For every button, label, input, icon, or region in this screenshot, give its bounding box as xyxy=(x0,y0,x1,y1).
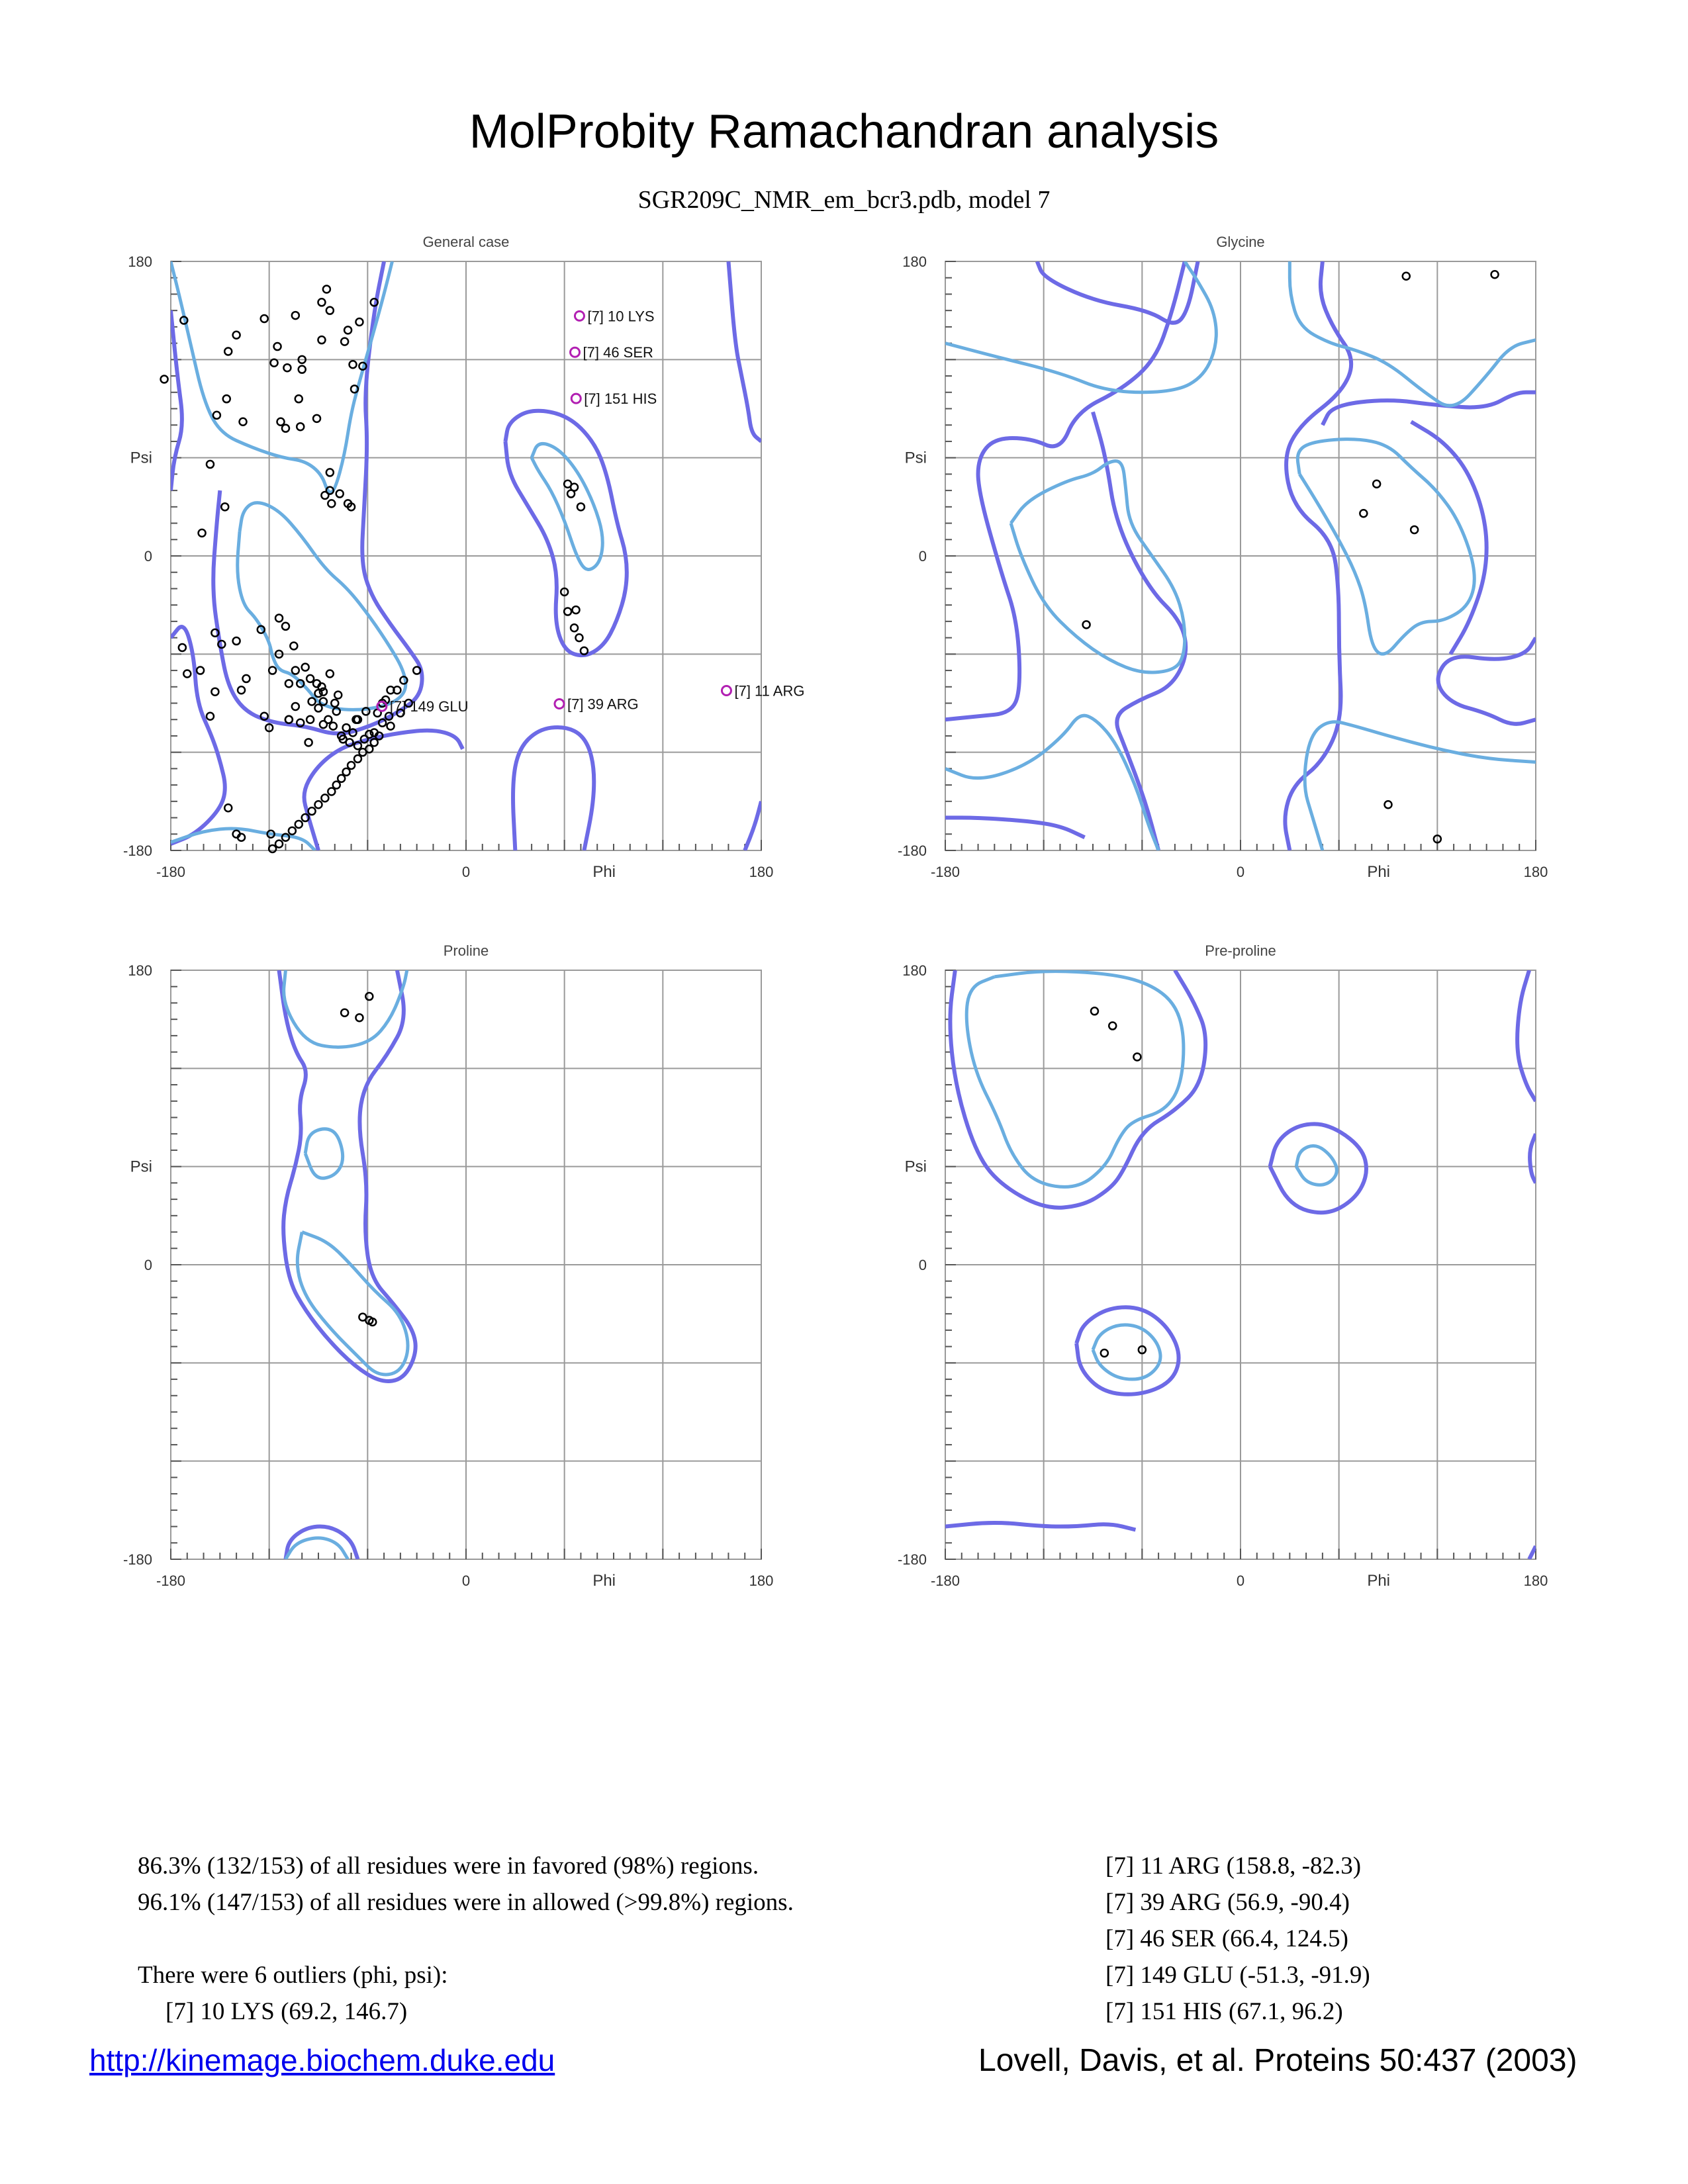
residue-point xyxy=(577,503,585,510)
residue-point xyxy=(274,343,281,350)
residue-point xyxy=(350,361,357,368)
residue-point xyxy=(334,692,342,699)
x-tick-label: 180 xyxy=(749,1572,774,1589)
residue-point xyxy=(324,716,332,723)
residue-point xyxy=(571,484,578,491)
residue-point xyxy=(365,993,373,1000)
allowed-stat: 96.1% (147/153) of all residues were in allowed (>99.8%) regions. xyxy=(138,1889,794,1916)
residue-point xyxy=(321,794,328,801)
x-axis-label: Phi xyxy=(592,863,616,881)
residue-point xyxy=(197,667,204,674)
favored-contour xyxy=(1289,261,1536,406)
allowed-contour xyxy=(171,310,182,490)
allowed-contour xyxy=(513,727,594,850)
kinemage-link[interactable]: http://kinemage.biochem.duke.edu xyxy=(89,2043,555,2077)
favored-contour xyxy=(1093,1325,1160,1379)
x-tick-label: -180 xyxy=(930,864,961,880)
residue-point xyxy=(306,716,314,723)
residue-point xyxy=(223,395,230,402)
residue-point xyxy=(302,664,309,671)
residue-point xyxy=(290,642,297,649)
allowed-contour xyxy=(1529,1546,1536,1559)
allowed-contour xyxy=(945,1523,1135,1530)
panel-title: Glycine xyxy=(1216,234,1265,250)
residue-point xyxy=(1403,273,1410,280)
panel-title: General case xyxy=(422,234,510,250)
y-axis-label: Psi xyxy=(904,1158,927,1176)
residue-point xyxy=(269,667,276,674)
favored-stat: 86.3% (132/153) of all residues were in favored (98%) regions. xyxy=(138,1852,759,1880)
residue-point xyxy=(299,366,306,373)
residue-point xyxy=(221,503,228,510)
residue-point xyxy=(328,788,335,796)
residue-point xyxy=(285,680,293,687)
residue-point xyxy=(315,801,322,808)
x-axis-label: Phi xyxy=(1367,1572,1391,1590)
residue-point xyxy=(224,347,232,355)
outlier-point xyxy=(571,394,581,403)
outlier-list-item: [7] 39 ARG (56.9, -90.4) xyxy=(1105,1889,1350,1916)
outlier-list-item: [7] 11 ARG (158.8, -82.3) xyxy=(1105,1852,1362,1880)
x-axis-label: Phi xyxy=(592,1572,616,1590)
residue-point xyxy=(292,312,299,319)
y-tick-label: -180 xyxy=(122,842,152,859)
residue-point xyxy=(1385,801,1392,808)
x-tick-label: -180 xyxy=(156,1572,186,1589)
residue-point xyxy=(328,500,335,507)
allowed-contour xyxy=(171,627,225,844)
outlier-list-left xyxy=(138,1993,794,2030)
y-tick-label: 180 xyxy=(902,962,927,979)
outlier-point xyxy=(571,347,580,357)
y-axis-label: Psi xyxy=(130,449,152,467)
y-tick-label: 0 xyxy=(918,1257,927,1273)
residue-point xyxy=(326,307,334,314)
stats-block xyxy=(138,1848,794,2030)
residue-point xyxy=(275,614,283,621)
residue-point xyxy=(261,315,268,322)
y-tick-label: 0 xyxy=(144,548,152,565)
x-tick-label: 0 xyxy=(1236,864,1245,880)
residue-point xyxy=(283,364,291,371)
outlier-point xyxy=(555,699,564,708)
favored-contour xyxy=(945,715,1158,850)
x-tick-label: -180 xyxy=(930,1572,961,1589)
allowed-contour xyxy=(1530,1134,1536,1183)
residue-point xyxy=(1101,1349,1108,1357)
y-tick-label: -180 xyxy=(897,842,927,859)
allowed-contour xyxy=(1093,412,1186,850)
residue-point xyxy=(183,670,191,678)
outlier-list-right xyxy=(1105,1848,1370,2030)
y-tick-label: 180 xyxy=(902,253,927,270)
y-axis-label: Psi xyxy=(130,1158,152,1176)
residue-point xyxy=(318,336,325,343)
residue-point xyxy=(289,827,296,835)
y-tick-label: -180 xyxy=(122,1551,152,1568)
residue-point xyxy=(330,723,337,730)
residue-point xyxy=(326,469,334,476)
residue-point xyxy=(338,775,345,782)
residue-point xyxy=(1411,526,1418,533)
residue-point xyxy=(343,768,350,776)
ramachandran-panel xyxy=(898,942,1548,1590)
y-axis-label: Psi xyxy=(904,449,927,467)
outlier-list-item: [7] 151 HIS (67.1, 96.2) xyxy=(1105,1998,1343,2025)
allowed-contour xyxy=(1517,970,1536,1101)
outlier-point xyxy=(575,311,584,320)
residue-point xyxy=(318,298,325,306)
residue-point xyxy=(306,675,314,682)
y-tick-label: 180 xyxy=(128,962,152,979)
residue-point xyxy=(341,1009,348,1017)
allowed-contour xyxy=(950,970,1205,1208)
residue-point xyxy=(331,700,338,707)
favored-contour xyxy=(945,261,1216,392)
allowed-contour xyxy=(728,261,761,441)
outlier-label: [7] 46 SER xyxy=(583,344,653,361)
allowed-contour xyxy=(1037,261,1198,323)
residue-point xyxy=(233,332,240,339)
residue-point xyxy=(343,724,350,731)
panel-title: Pre-proline xyxy=(1205,942,1276,959)
residue-point xyxy=(341,338,348,345)
residue-point xyxy=(1373,480,1380,488)
page-title: MolProbity Ramachandran analysis xyxy=(469,105,1219,158)
residue-point xyxy=(1360,510,1367,517)
residue-point xyxy=(292,667,299,674)
residue-point xyxy=(354,755,361,762)
x-tick-label: 0 xyxy=(461,864,471,880)
residue-point xyxy=(277,418,285,426)
residue-point xyxy=(1109,1023,1116,1030)
panel-title: Proline xyxy=(443,942,489,959)
residue-point xyxy=(233,637,240,645)
x-tick-label: -180 xyxy=(156,864,186,880)
outliers-intro: There were 6 outliers (phi, psi): xyxy=(138,1962,448,1989)
residue-point xyxy=(315,704,322,711)
y-tick-label: 0 xyxy=(918,548,927,565)
residue-point xyxy=(213,412,220,419)
residue-point xyxy=(1091,1007,1098,1015)
citation: Lovell, Davis, et al. Proteins 50:437 (2003) xyxy=(978,2043,1577,2078)
residue-point xyxy=(344,326,352,334)
residue-point xyxy=(564,608,571,615)
residue-point xyxy=(295,821,303,828)
outlier-list-item: [7] 149 GLU (-51.3, -91.9) xyxy=(1105,1962,1370,1989)
favored-contour xyxy=(285,1538,348,1559)
residue-point xyxy=(387,723,395,730)
outlier-label: [7] 149 GLU xyxy=(389,698,469,715)
x-tick-label: 180 xyxy=(749,864,774,880)
outlier-label: [7] 11 ARG xyxy=(734,682,805,700)
residue-point xyxy=(269,845,276,852)
outlier-label: [7] 151 HIS xyxy=(584,390,657,408)
residue-point xyxy=(242,675,250,682)
residue-point xyxy=(179,644,186,651)
residue-point xyxy=(275,841,283,848)
residue-point xyxy=(308,807,316,815)
outlier-point xyxy=(722,686,731,695)
residue-point xyxy=(224,804,232,811)
residue-point xyxy=(271,359,278,367)
favored-contour xyxy=(1011,461,1185,672)
outlier-label: [7] 10 LYS xyxy=(587,308,655,325)
favored-contour xyxy=(532,443,602,569)
residue-point xyxy=(295,395,303,402)
ramachandran-panel xyxy=(898,234,1548,881)
ramachandran-panel xyxy=(123,234,805,881)
x-tick-label: 180 xyxy=(1523,1572,1548,1589)
x-axis-label: Phi xyxy=(1367,863,1391,881)
outlier-list-item: [7] 46 SER (66.4, 124.5) xyxy=(1105,1925,1348,1952)
residue-point xyxy=(348,762,355,769)
residue-point xyxy=(313,415,320,422)
residue-point xyxy=(292,703,299,710)
residue-point xyxy=(355,318,363,326)
residue-point xyxy=(1083,621,1090,628)
allowed-contour xyxy=(1270,1124,1366,1212)
residue-point xyxy=(285,716,293,723)
residue-point xyxy=(207,713,214,720)
residue-point xyxy=(240,418,247,426)
residue-point xyxy=(571,624,578,631)
x-tick-label: 0 xyxy=(461,1572,471,1589)
y-tick-label: -180 xyxy=(897,1551,927,1568)
residue-point xyxy=(238,686,245,694)
residue-point xyxy=(207,461,214,468)
page-subtitle: SGR209C_NMR_em_bcr3.pdb, model 7 xyxy=(637,186,1051,214)
ramachandran-panel xyxy=(123,942,773,1590)
favored-contour xyxy=(966,972,1184,1187)
x-tick-label: 0 xyxy=(1236,1572,1245,1589)
residue-point xyxy=(333,782,340,789)
residue-point xyxy=(282,623,289,630)
residue-point xyxy=(323,286,330,293)
y-tick-label: 0 xyxy=(144,1257,152,1273)
allowed-contour xyxy=(945,818,1085,838)
favored-contour xyxy=(1296,1146,1336,1185)
allowed-contour xyxy=(505,411,626,655)
residue-point xyxy=(161,376,168,383)
residue-point xyxy=(305,739,312,746)
residue-point xyxy=(199,529,206,537)
favored-contour xyxy=(305,1129,342,1178)
outlier-list-item: [7] 10 LYS (69.2, 146.7) xyxy=(165,1998,408,2025)
residue-point xyxy=(1133,1054,1141,1061)
residue-point xyxy=(575,634,583,641)
residue-point xyxy=(326,670,334,678)
residue-point xyxy=(336,490,344,498)
outlier-label: [7] 39 ARG xyxy=(567,696,639,713)
y-tick-label: 180 xyxy=(128,253,152,270)
residue-point xyxy=(355,1014,363,1021)
allowed-contour xyxy=(213,261,422,733)
residue-point xyxy=(297,423,304,430)
residue-point xyxy=(211,688,218,696)
favored-contour xyxy=(1297,439,1474,654)
allowed-contour xyxy=(945,261,1185,719)
residue-point xyxy=(1491,271,1499,278)
residue-point xyxy=(308,698,316,705)
residue-point xyxy=(573,606,580,614)
x-tick-label: 180 xyxy=(1523,864,1548,880)
allowed-contour xyxy=(745,801,761,850)
residue-point xyxy=(282,425,289,432)
